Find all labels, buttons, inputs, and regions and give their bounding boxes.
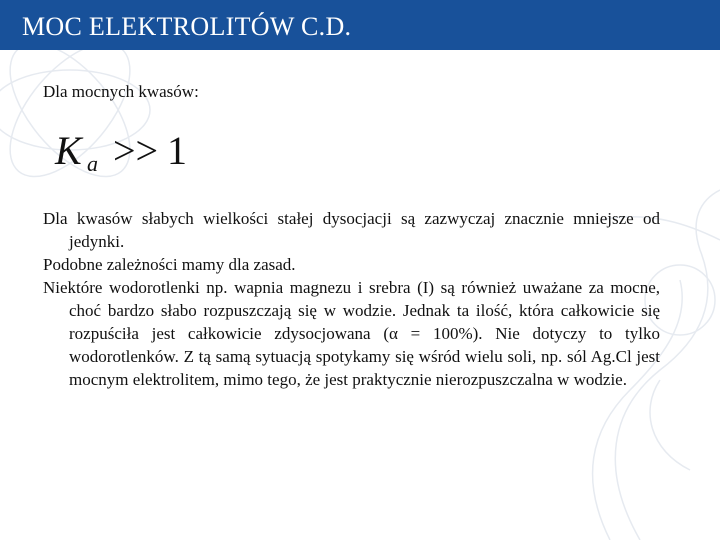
formula-operator: >> [113,128,159,173]
paragraph-bases: Podobne zależności mamy dla zasad. [43,255,296,274]
intro-text: Dla mocnych kwasów: [43,82,199,101]
title-bar [0,0,720,50]
paragraph-weak-acids: Dla kwasów słabych wielkości stałej dysocjacji są zazwyczaj znacznie mniejsze od jedynki. [43,209,660,251]
formula-subscript: a [87,151,98,176]
paragraph-hydroxides: Niektóre wodorotlenki np. wapnia magnezu i srebra (I) są również uważane za mocne, choć bardzo słabo rozpuszczają się w wodzie. Jednak ta ilość, która całkowicie się rozpuściła jest całkowicie zdysocjowana (α = 100%). Nie dotyczy to tylko wodorotlenków. Z tą samą sytuacją spotykamy się wśród wielu soli, np. sól Ag.Cl jest mocnym elektrolitem, mimo tego, że jest praktycznie nierozpuszczalna w wodzie. [43,278,660,389]
formula-k: K [55,128,82,173]
slide-title: MOC ELEKTROLITÓW C.D. [22,12,352,41]
ka-formula [43,115,660,205]
slide-content [43,80,660,391]
formula-value: 1 [167,128,187,173]
